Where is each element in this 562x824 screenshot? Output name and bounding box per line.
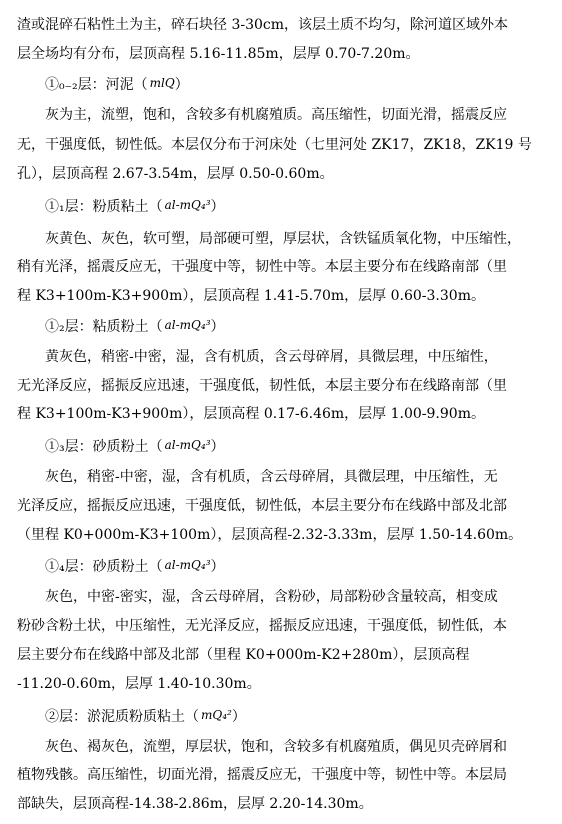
text-line: 层全场均有分布，层顶高程 5.16-11.85m，层厚 0.70-7.20m。: [17, 46, 420, 62]
text-line: 无光泽反应，摇振反应迅速，干强度低，韧性低，本层主要分布在线路南部（里: [17, 378, 507, 394]
layer-heading: ①₁层：粉质粘土（ al-mQ₄³）: [45, 193, 225, 217]
text-line: 灰色，稍密-中密，湿，含有机质，含云母碎屑，具微层理，中压缩性，无: [45, 469, 498, 485]
geologic-symbol: al-mQ₄³: [164, 558, 211, 572]
text-line: -11.20-0.60m，层厚 1.40-10.30m。: [17, 676, 261, 692]
text-line: 灰黄色、灰色，软可塑，局部硬可塑，厚层状，含铁锰质氧化物，中压缩性，: [45, 231, 521, 247]
text-line: 程 K3+100m-K3+900m），层顶高程 0.17-6.46m，层厚 1.00-9.90m。: [17, 406, 485, 422]
text-line: 程 K3+100m-K3+900m），层顶高程 1.41-5.70m，层厚 0.60-3.30m。: [17, 288, 485, 304]
layer-title: ①₁层：粉质粘土: [45, 199, 149, 215]
layer-heading: ①₃层：砂质粉土（ al-mQ₄³）: [45, 433, 225, 457]
layer-heading: ①₄层：砂质粉土（ al-mQ₄³）: [45, 553, 225, 577]
text-line: 粉砂含粉土状，中压缩性，无光泽反应，摇振反应迅速，干强度低，韧性低，本: [17, 618, 507, 634]
layer-heading: ②层：淤泥质粉质粘土（ mQ₄²）: [45, 703, 246, 727]
geologic-symbol: mQ₄²: [201, 708, 232, 722]
text-line: 层主要分布在线路中部及北部（里程 K0+000m-K2+280m），层顶高程: [17, 647, 470, 663]
layer-title: ①₄层：砂质粉土: [45, 559, 149, 575]
text-line: 渣或混碎石粘性土为主，碎石块径 3-30cm，该层土质不均匀，除河道区域外本: [17, 17, 509, 33]
text-line: 灰色，中密-密实，湿，含云母碎屑，含粉砂，局部粉砂含量较高，相变成: [45, 589, 498, 605]
text-line: 无，干强度低，韧性低。本层仅分布于河床处（七里河处 ZK17，ZK18，ZK19 号: [17, 137, 532, 153]
geologic-symbol: al-mQ₄³: [164, 438, 211, 452]
text-line: 灰色、褐灰色，流塑，厚层状，饱和，含较多有机腐殖质，偶见贝壳碎屑和: [45, 739, 507, 755]
text-line: 稍有光泽，摇震反应无，干强度中等，韧性中等。本层主要分布在线路南部（里: [17, 259, 507, 275]
text-line: 孔），层顶高程 2.67-3.54m，层厚 0.50-0.60m。: [17, 166, 334, 182]
text-line: 灰为主，流塑，饱和，含较多有机腐殖质。高压缩性，切面光滑，摇震反应: [45, 107, 507, 123]
layer-heading: ①₂层：粘质粉土（ al-mQ₄³）: [45, 313, 225, 337]
layer-heading: ①₀₋₂层：河泥（ mlQ）: [45, 71, 189, 95]
text-line: 黄灰色，稍密-中密，湿，含有机质，含云母碎屑，具微层理，中压缩性，: [45, 349, 498, 365]
layer-title: ①₂层：粘质粉土: [45, 319, 149, 335]
geologic-symbol: al-mQ₄³: [164, 318, 211, 332]
geologic-symbol: mlQ: [149, 76, 175, 90]
text-line: 部缺失，层顶高程-14.38-2.86m，层厚 2.20-14.30m。: [17, 796, 373, 812]
layer-title: ①₀₋₂层：河泥: [45, 77, 134, 93]
text-line: 光泽反应，摇振反应迅速，干强度低，韧性低，本层主要分布在线路中部及北部: [17, 498, 507, 514]
text-line: （里程 K0+000m-K3+100m），层顶高程-2.32-3.33m，层厚 1.50-14.60m。: [17, 527, 523, 543]
geologic-symbol: al-mQ₄³: [164, 198, 211, 212]
layer-title: ②层：淤泥质粉质粘土: [45, 709, 185, 725]
layer-title: ①₃层：砂质粉土: [45, 439, 149, 455]
text-line: 植物残骸。高压缩性，切面光滑，摇震反应无，干强度中等，韧性中等。本层局: [17, 767, 507, 783]
